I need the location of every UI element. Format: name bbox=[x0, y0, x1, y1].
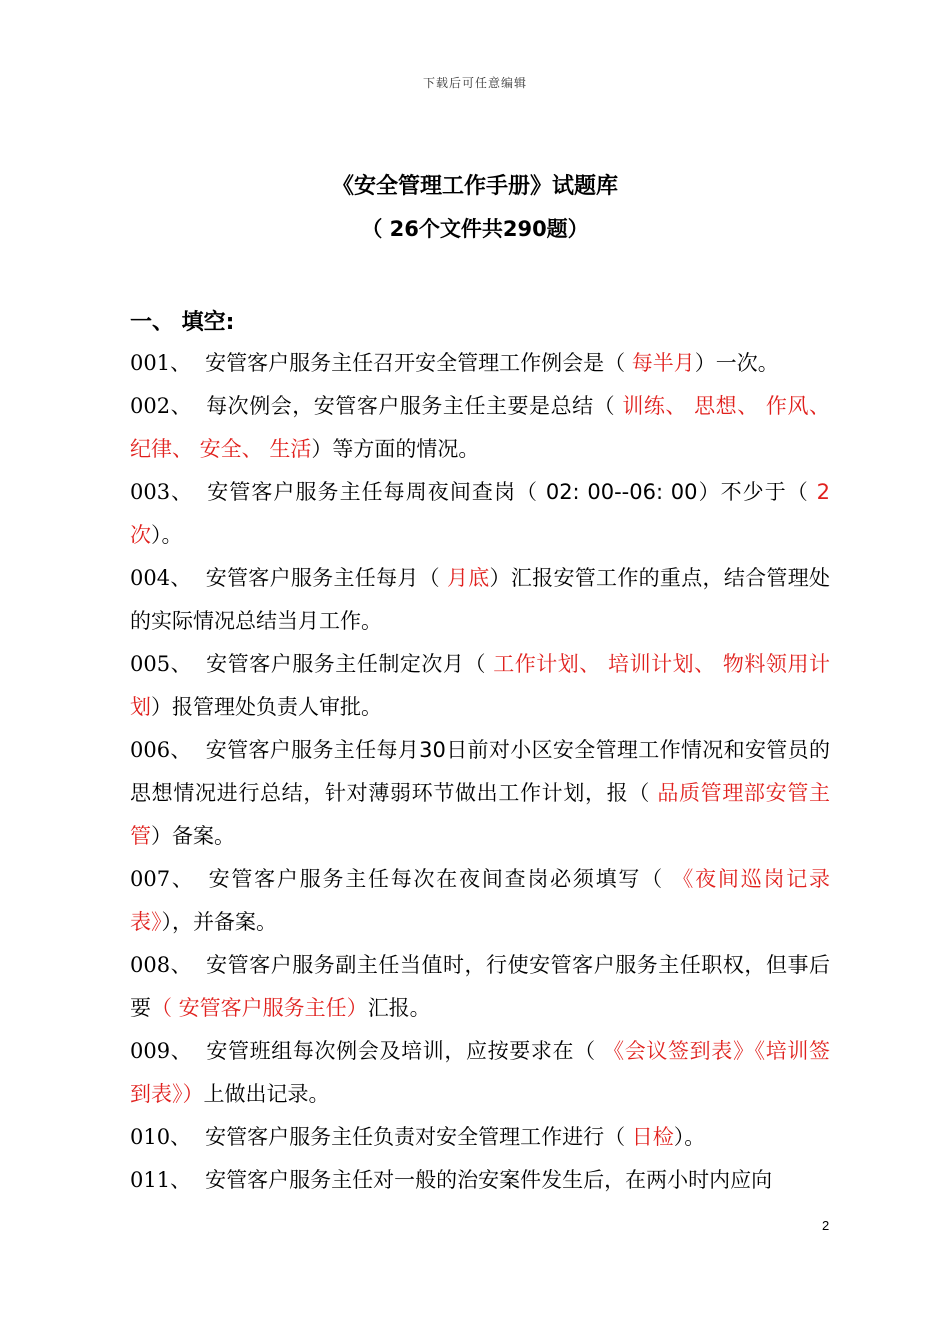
question-text: 安管客户服务主任负责对安全管理工作进行（ bbox=[205, 1125, 632, 1149]
question-text: ）一次。 bbox=[694, 351, 779, 375]
question-text: 安管客户服务副主任当值时，行使安管客户服务主任职权，但事后要 bbox=[130, 953, 830, 1020]
question-item bbox=[130, 643, 830, 729]
question-text: 上做出记录。 bbox=[203, 1082, 330, 1106]
question-text: 安管客户服务主任每月（ bbox=[205, 566, 447, 590]
question-text: 安管客户服务主任对一般的治安案件发生后，在两小时内应向 bbox=[205, 1168, 773, 1192]
question-item bbox=[130, 385, 830, 471]
question-text: ）。 bbox=[151, 523, 183, 547]
question-item bbox=[130, 1159, 830, 1202]
question-item bbox=[130, 1116, 830, 1159]
answer-text: 2次 bbox=[130, 480, 830, 547]
question-text: 汇报。 bbox=[367, 996, 431, 1020]
question-text: ）备案。 bbox=[151, 824, 235, 848]
question-item bbox=[130, 858, 830, 944]
question-text: ）汇报安管工作的重点，结合管理处的实际情况总结当月工作。 bbox=[130, 566, 831, 633]
document-title: 《安全管理工作手册》试题库 bbox=[331, 174, 618, 199]
question-item bbox=[130, 729, 830, 858]
question-number: 006、 bbox=[130, 738, 192, 762]
question-number: 003、 bbox=[130, 480, 194, 504]
question-text: 安管客户服务主任每次在夜间查岗必须填写（ bbox=[208, 867, 673, 891]
page-number: 2 bbox=[822, 1218, 830, 1233]
question-number: 004、 bbox=[130, 566, 192, 590]
question-text: ）。 bbox=[673, 1125, 706, 1149]
answer-text: 训练、 思想、 作风、 纪律、 安全、 生活 bbox=[130, 394, 830, 461]
question-number: 010、 bbox=[130, 1125, 192, 1149]
question-text: ）等方面的情况。 bbox=[311, 437, 480, 461]
question-item bbox=[130, 471, 830, 557]
question-number: 009、 bbox=[130, 1039, 193, 1063]
answer-text: （ 安管客户服务主任） bbox=[151, 996, 368, 1020]
question-text: ），并备案。 bbox=[161, 910, 277, 934]
section-heading: 一、 填空: bbox=[130, 310, 235, 335]
answer-text: 品质管理部安管主管 bbox=[130, 781, 830, 848]
question-item bbox=[130, 342, 830, 385]
document-subtitle: （ 26个文件共290题） bbox=[361, 217, 589, 241]
answer-text: 月底 bbox=[446, 566, 490, 590]
question-text: 安管客户服务主任制定次月（ bbox=[206, 652, 494, 676]
question-number: 011、 bbox=[130, 1168, 192, 1192]
question-text: 安管客户服务主任每月30日前对小区安全管理工作情况和安管员的思想情况进行总结，针对薄弱环节做出工作计划，报（ bbox=[130, 738, 830, 805]
question-text: 每次例会，安管客户服务主任主要是总结（ bbox=[206, 394, 623, 418]
download-note: 下载后可任意编辑 bbox=[422, 76, 527, 90]
answer-text: 工作计划、 培训计划、 物料领用计划 bbox=[130, 652, 830, 719]
answer-text: 《夜间巡岗记录表》 bbox=[130, 867, 830, 934]
title-block bbox=[0, 170, 950, 246]
question-number: 002、 bbox=[130, 394, 193, 418]
question-item bbox=[130, 557, 830, 643]
answer-text: 每半月 bbox=[631, 351, 695, 375]
question-number: 001、 bbox=[130, 351, 192, 375]
question-item bbox=[130, 944, 830, 1030]
question-text: 安管班组每次例会及培训，应按要求在（ bbox=[206, 1039, 604, 1063]
question-text: ）报管理处负责人审批。 bbox=[151, 695, 382, 719]
question-number: 008、 bbox=[130, 953, 193, 977]
question-number: 005、 bbox=[130, 652, 193, 676]
answer-text: 日检 bbox=[631, 1125, 674, 1149]
question-number: 007、 bbox=[130, 867, 195, 891]
answer-text: 《会议签到表》《培训签到表》） bbox=[130, 1039, 830, 1106]
question-item bbox=[130, 1030, 830, 1116]
question-text: 安管客户服务主任召开安全管理工作例会是（ bbox=[205, 351, 632, 375]
question-list bbox=[130, 342, 830, 1202]
question-text: 安管客户服务主任每周夜间查岗（ 02: 00--06: 00）不少于（ bbox=[207, 480, 817, 504]
